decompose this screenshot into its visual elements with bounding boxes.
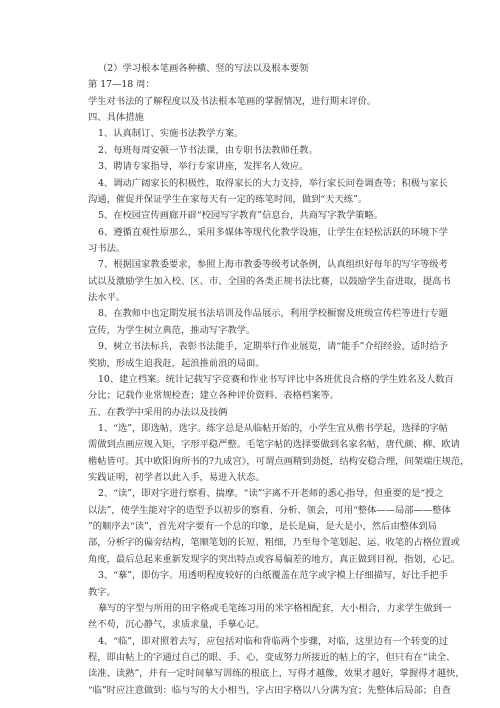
paragraph-text: “临”时应注意做到：临与写的大小相当，字占田字格以八分满为宜；先整体后局部；自查 [88,684,451,696]
section-heading: 四、具体措施 [88,112,144,124]
paragraph-text: ”的顺序去“读”，首先对字要有一个总的印象，是长是扁，是大是小，然后由整体到局 [88,521,437,533]
list-item: 3、聘请专家指导，举行专家讲座，发挥名人效应。 [98,161,309,173]
paragraph-text: 宣传，为学生树立典范，推动写字教学。 [88,324,256,336]
list-item: 1、“选”，即选帖，选字。练字总是从临帖开始的，小学生宜从楷书学起，选择的字帖 [98,422,449,434]
paragraph-text: 程，即由帖上的字通过自己的眼、手、心，变成努力所接近的帖上的字，但只有在“读全、 [88,651,456,663]
paragraph-text: 教字。 [88,586,116,598]
paragraph-text: 奖励，形成生追我赶，起浪推前浪的局面。 [88,357,265,369]
list-item: 9、树立书法标兵，表彰书法能手，定期举行作业展览，请“能手”介绍经验，适时给予 [98,341,449,353]
paragraph-text: 实践证明，初学者以此入手，易进入状态。 [88,472,265,483]
paragraph-text: 楷帖皆可。其中欧阳询所书的?九成宫》，可谓点画精到劲挺，结构安稳合理，间架端庄规范， [88,455,470,467]
list-item: 10、建立档案。统计记载写字竞赛和作业书写评比中各班优良合格的学生姓名及人数百 [98,373,454,385]
list-item: 1、认真制订、实施书法教学方案。 [98,128,244,140]
paragraph-text: 沟通，催促并保证学生在家每天有一定的练笔时间，做到“天天练”。 [88,193,368,205]
paragraph-text: 法水平。 [88,292,126,303]
paragraph-text: 丝不苟，沉心静气，求质求量，手摹心记。 [88,619,265,631]
paragraph-text: 分比；记载作业常规检查；建立各种评价资料、表格档案等。 [88,390,340,402]
paragraph-text: 需做到点画应规入矩，字形平稳严整。毛笔字帖的选择要做到名家名帖，唐代颜、柳、欧请 [88,439,460,451]
list-item: 8、在教师中也定期发展书法培训及作品展示，利用学校橱窗及班级宣传栏等进行专题 [98,308,448,320]
list-item: 3、“摹”，即仿字。用透明程度较好的白纸覆盖在范字或字模上仔细描写，好比手把手 [98,570,449,582]
paragraph-text: 部，分析字的偏旁结构，笔顺笔划的长短、粗细，乃至每个笔划起、运、收笔的占格位置或 [88,537,460,549]
paragraph-text: 以法”，使学生能对字的造型予以初步的察看、分析、领会，可用“整体——局部——整体 [88,504,451,516]
paragraph-text: 摹写的字型与所用的田字格或毛笔练习用的米字格相配套，大小相合，力求学生做到一 [98,602,452,614]
paragraph-text: 角度，最后总起来重新发现字的突出特点或容易偏差的地方，真正做到目视，指划，心记。 [88,553,460,565]
paragraph-text: 习书法。 [88,242,126,254]
paragraph-text: 学生对书法的了解程度以及书法根本笔画的掌握情况，进行期末评价。 [88,95,377,107]
paragraph-text: 试以及激励学生加入校、区、市、全国的各类正规书法比赛，以鼓励学生奋进取，提高书 [88,275,451,287]
list-item: 4、调动广阔家长的积极性，取得家长的大力支持，举行家长问卷调查等；积极与家长 [98,177,448,189]
list-item: 2、“读”，即对字进行察看、揣摩。“读”字离不开老师的悉心指导，但重要的是“授之 [98,488,444,500]
list-item: 2、每班每周安顿一节书法课，由专职书法教师任教。 [98,144,318,156]
list-item: 7、根据国家教委要求，参照上海市教委等级考试条例，认真组织好每年的写字等级考 [98,259,448,271]
list-item: 4、“临”，即对照着去写，应包括对临和背临两个步骤，对临，这里边有一个转变的过 [98,635,449,647]
heading-basic-strokes: （2）学习根本笔画各种横、竖的写法以及根本要领 [98,63,309,74]
paragraph-text: 读准、读熟”，并有一定时间摹写训练的根底上，写得才越像，效果才越好，掌握得才越快， [88,668,465,680]
heading-weeks: 第 17—18 周： [88,79,155,91]
list-item: 5、在校园宣传画廊开辟“校园写字教育”信息台，共商写字教学策略。 [98,210,384,222]
list-item: 6、遵循直观性原那么，采用多媒体等现代化教学设施，让学生在轻松活跃的环境下学 [98,226,448,238]
section-heading: 五、在教学中采用的办法以及技俩 [88,406,228,418]
